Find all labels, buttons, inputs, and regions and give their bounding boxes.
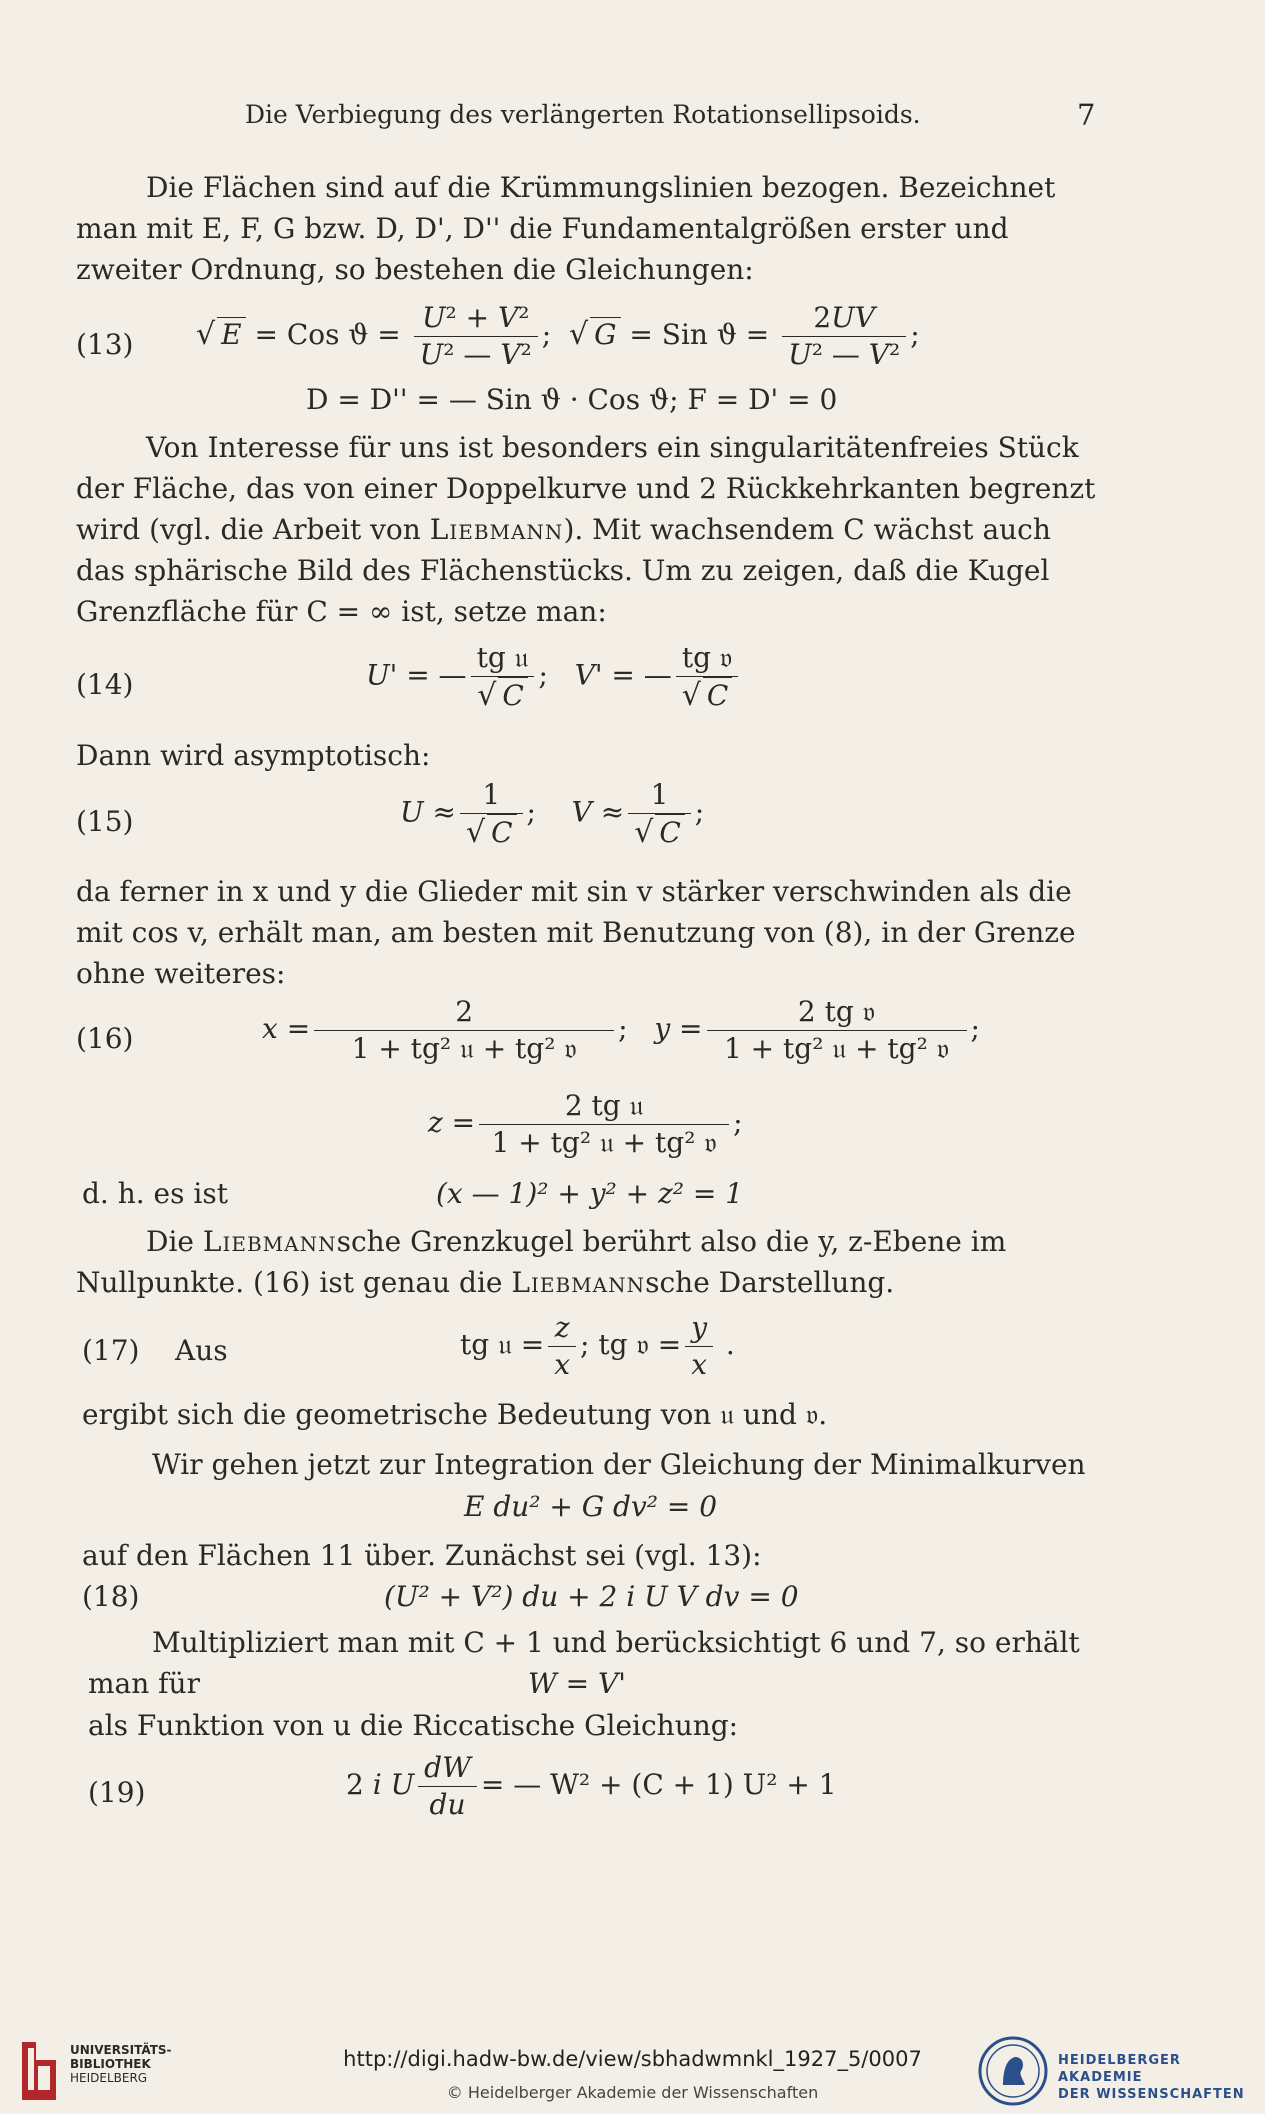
author-name: Liebmann	[429, 513, 564, 546]
paragraph-9: Multipliziert man mit C + 1 und berücksichtigt 6 und 7, so erhält	[152, 1626, 1080, 1659]
paragraph-2	[76, 427, 1096, 632]
paragraph-3: Dann wird asymptotisch:	[76, 739, 431, 772]
equation-16-xy: x = $\frac{2}{\text{1 + tg² 𝔲 + tg² 𝔳}}$ ; y = $\frac{\text{2 tg 𝔳}}{\text{1 + tg² 𝔲 + tg² 𝔳}}$ ;	[262, 995, 980, 1065]
equation-13-line2: D = D'' = — Sin ϑ · Cos ϑ; F = D' = 0	[306, 383, 838, 416]
equation-16-z: z = $\frac{\text{2 tg 𝔲}}{\text{1 + tg² 𝔲 + tg² 𝔳}}$ ;	[428, 1089, 743, 1159]
page-number: 7	[1077, 98, 1096, 132]
minimal-curve-equation: E du² + G dv² = 0	[464, 1490, 718, 1523]
w-definition: W = V'	[528, 1667, 626, 1700]
sphere-equation: (x — 1)² + y² + z² = 1	[436, 1177, 744, 1210]
paragraph-7: Wir gehen jetzt zur Integration der Gleichung der Minimalkurven	[152, 1448, 1086, 1481]
author-name: Liebmann	[511, 1266, 646, 1299]
academy-line-1: HEIDELBERGER AKADEMIE	[1058, 2053, 1181, 2085]
equation-19-rhs: = — W² + (C + 1) U² + 1	[480, 1768, 837, 1801]
paragraph-5-text-a: Die	[146, 1225, 203, 1258]
source-url-link[interactable]: http://digi.hadw-bw.de/view/sbhadwmnkl_1927_5/0007	[343, 2047, 922, 2071]
paragraph-5-text-b: sche Grenzkugel berührt also die y, z-Ebene im Nullpunkte. (16) ist genau die	[76, 1225, 1007, 1299]
equation-14-label: (14)	[76, 668, 134, 701]
library-line-1: UNIVERSITÄTS-	[70, 2043, 172, 2057]
equation-13: √ E = Cos ϑ = $\frac{\text{U² + V²}}{\text{U² — V²}}$ ; √ G = Sin ϑ = $\frac{2UV}{\text{U² — V²}}$ ;	[196, 301, 920, 371]
equation-19-label: (19)	[88, 1776, 146, 1809]
paragraph-2-text-b: ). Mit wachsendem C wächst auch das sphärische Bild des Flächenstücks. Um zu zeigen, daß die Kugel Grenzfläche für C = ∞ ist, setze man:	[76, 513, 1051, 628]
equation-17: tg 𝔲 = $\frac{z}{x}$ ; tg 𝔳 = $\frac{y}{x}$ .	[460, 1311, 735, 1381]
paragraph-5	[76, 1221, 1096, 1303]
equation-15: U ≈ $\frac{1}{√ C}$ ; V ≈ $\frac{1}{√ C}$ ;	[400, 778, 705, 850]
paragraph-10: man für	[88, 1667, 200, 1700]
academy-seal-icon	[977, 2035, 1049, 2111]
academy-line-2: DER WISSENSCHAFTEN	[1058, 2087, 1245, 2102]
author-name: Liebmann	[202, 1225, 337, 1258]
paragraph-6: ergibt sich die geometrische Bedeutung von 𝔲 und 𝔳.	[82, 1398, 828, 1431]
paragraph-8: auf den Flächen 11 über. Zunächst sei (vgl. 13):	[82, 1539, 762, 1572]
paragraph-11: als Funktion von u die Riccatische Gleichung:	[88, 1709, 739, 1742]
paragraph-1: Die Flächen sind auf die Krümmungslinien bezogen. Bezeichnet man mit E, F, G bzw. D, D', D'' die Fundamentalgrößen erster und zweiter Ordnung, so bestehen die Gleichungen:	[76, 171, 1056, 286]
library-line-3: HEIDELBERG	[70, 2071, 148, 2085]
equation-18-label: (18)	[82, 1580, 140, 1613]
equation-13-label: (13)	[76, 328, 134, 361]
equation-15-label: (15)	[76, 805, 134, 838]
equation-16-label: (16)	[76, 1022, 134, 1055]
copyright-notice: © Heidelberger Akademie der Wissenschaften	[446, 2083, 819, 2102]
library-line-2: BIBLIOTHEK	[70, 2057, 151, 2071]
equation-14: U' = — $\frac{\text{tg 𝔲}}{√ C}$ ; V' = — $\frac{\text{tg 𝔳}}{√ C}$	[366, 640, 742, 714]
equation-17-word: Aus	[175, 1334, 228, 1367]
running-title: Die Verbiegung des verlängerten Rotationsellipsoids.	[245, 100, 921, 129]
equation-18: (U² + V²) du + 2 i U V dv = 0	[384, 1580, 799, 1613]
paragraph-2-text-a: Von Interesse für uns ist besonders ein singularitätenfreies Stück der Fläche, das von einer Doppelkurve und 2 Rückkehrkanten begrenzt wird (vgl. die Arbeit von	[76, 431, 1096, 546]
paragraph-4: da ferner in x und y die Glieder mit sin v stärker verschwinden als die mit cos v, erhält man, am besten mit Benutzung von (8), in der Grenze ohne weiteres:	[76, 875, 1076, 990]
academy-name	[1058, 2052, 1265, 2103]
equation-19: 2 i U $\frac{dW}{du}$ = — W² + (C + 1) U² + 1	[346, 1751, 837, 1821]
dh-label: d. h. es ist	[82, 1177, 228, 1210]
paragraph-5-text-c: sche Darstellung.	[645, 1266, 895, 1299]
equation-17-label: (17)	[82, 1334, 140, 1367]
